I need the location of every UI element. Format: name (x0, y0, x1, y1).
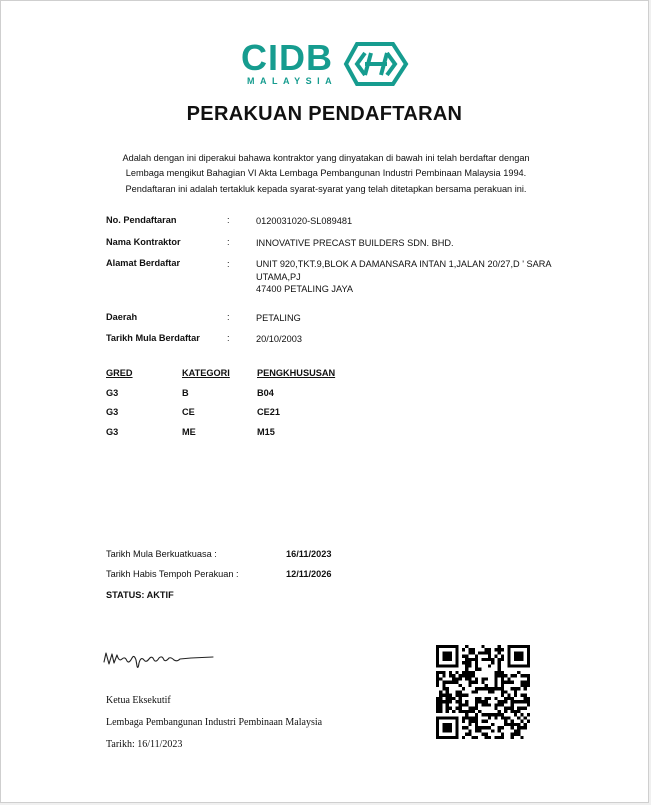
grade-cell: G3 (106, 388, 119, 398)
colon: : (227, 312, 230, 322)
specialisation-header: PENGKHUSUSAN (257, 368, 336, 378)
effective-date-value: 16/11/2023 (286, 549, 332, 559)
signature-icon (101, 646, 221, 674)
registration-number-value: 0120031020-SL089481 (256, 216, 353, 226)
address-line: UTAMA,PJ (256, 271, 301, 282)
specialisation-cell: M15 (257, 427, 275, 437)
category-cell: B (182, 388, 189, 398)
intro-line: Pendaftaran ini adalah tertakluk kepada syarat-syarat yang telah ditetapkan bersama perakuan ini. (125, 183, 527, 194)
signatory-organisation: Lembaga Pembangunan Industri Pembinaan Malaysia (106, 717, 323, 728)
category-cell: ME (182, 427, 196, 437)
effective-date-label: Tarikh Mula Berkuatkuasa : (106, 549, 217, 559)
registration-start-value: 20/10/2003 (256, 334, 302, 344)
colon: : (227, 333, 230, 343)
registration-start-label: Tarikh Mula Berdaftar (106, 333, 200, 343)
colon: : (227, 215, 230, 225)
address-value (256, 258, 586, 296)
grade-cell: G3 (106, 407, 119, 417)
logo-country: MALAYSIA (247, 76, 338, 86)
expiry-date-label: Tarikh Habis Tempoh Perakuan : (106, 569, 239, 579)
colon: : (227, 237, 230, 247)
intro-line: Lembaga mengikut Bahagian VI Akta Lembaga Pembangunan Industri Pembinaan Malaysia 1994. (125, 168, 527, 179)
category-cell: CE (182, 407, 195, 417)
address-line: UNIT 920,TKT.9,BLOK A DAMANSARA INTAN 1,JALAN 20/27,D ' SARA (256, 259, 552, 269)
district-label: Daerah (106, 312, 138, 322)
address-line: 47400 PETALING JAYA (256, 284, 354, 294)
expiry-date-value: 12/11/2026 (286, 569, 332, 579)
grade-cell: G3 (106, 427, 119, 437)
grade-header: GRED (106, 368, 133, 378)
intro-paragraph (61, 151, 591, 197)
colon: : (227, 259, 230, 269)
category-header: KATEGORI (182, 368, 230, 378)
logo-brand: CIDB (241, 37, 333, 78)
specialisation-cell: B04 (257, 388, 274, 398)
signatory-title: Ketua Eksekutif (106, 695, 171, 706)
cidb-logo-mark-icon (343, 41, 409, 87)
specialisation-cell: CE21 (257, 407, 280, 417)
contractor-name-value: INNOVATIVE PRECAST BUILDERS SDN. BHD. (256, 238, 454, 248)
registration-number-label: No. Pendaftaran (106, 215, 177, 225)
address-label: Alamat Berdaftar (106, 258, 181, 268)
status-text: STATUS: AKTIF (106, 590, 174, 600)
page-title: PERAKUAN PENDAFTARAN (186, 103, 463, 125)
contractor-name-label: Nama Kontraktor (106, 237, 181, 247)
qr-code-icon (436, 645, 530, 739)
signatory-date: Tarikh: 16/11/2023 (106, 739, 183, 750)
district-value: PETALING (256, 313, 301, 323)
intro-line: Adalah dengan ini diperakui bahawa kontraktor yang dinyatakan di bawah ini telah berdaftar dengan (122, 153, 530, 163)
cidb-logo (241, 39, 411, 89)
